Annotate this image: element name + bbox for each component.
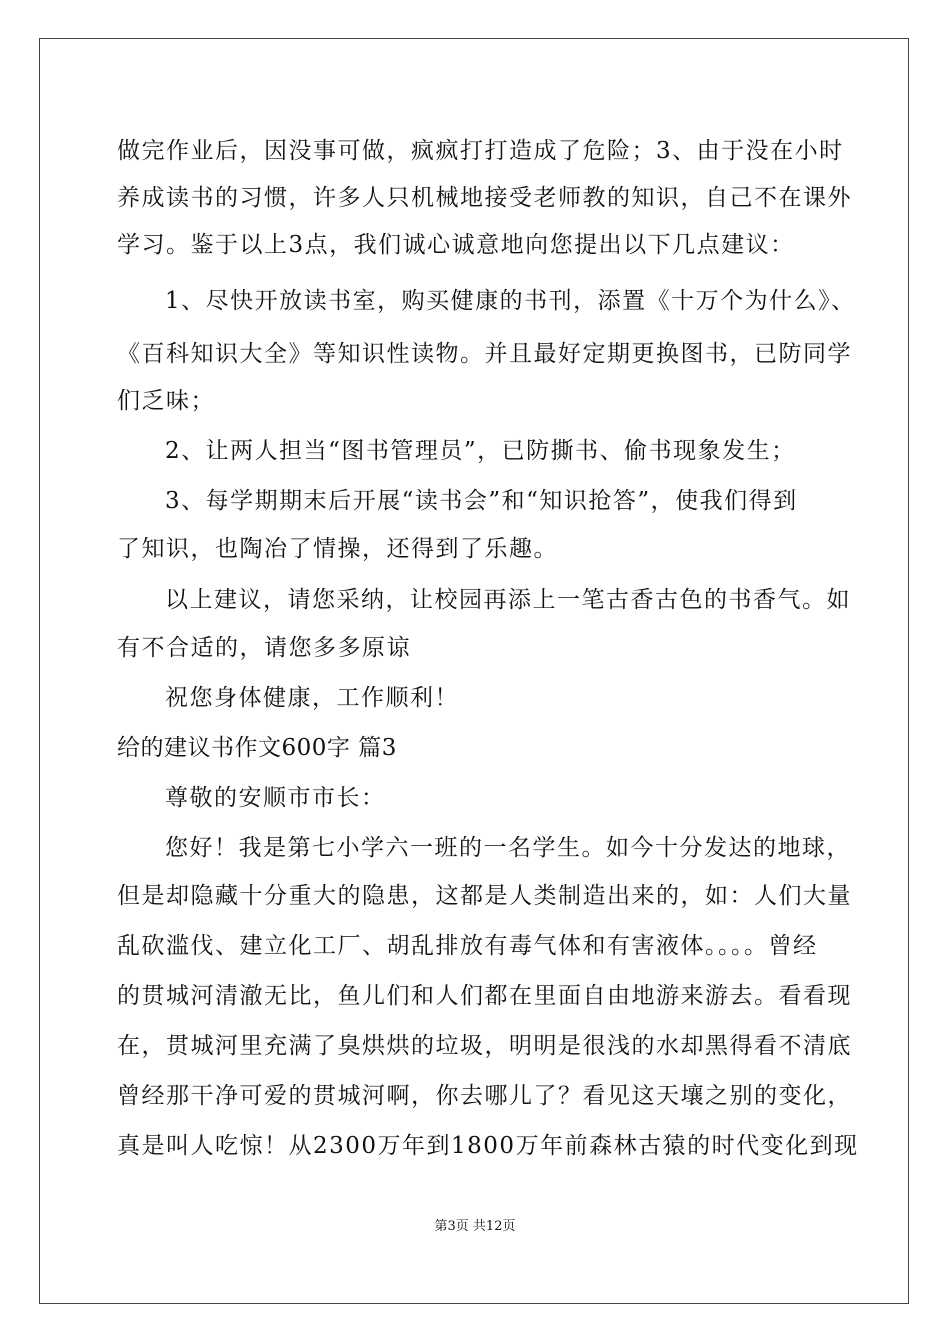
salutation: 尊敬的安顺市市长： <box>165 785 386 811</box>
text-line: 祝您身体健康，工作顺利！ <box>165 685 459 711</box>
text-line: 1、尽快开放读书室，购买健康的书刊，添置《十万个为什么》、 <box>165 288 856 314</box>
text-line: 的贯城河清澈无比，鱼儿们和人们都在里面自由地游来游去。看看现 <box>117 983 852 1009</box>
text-line: 2、让两人担当“图书管理员”，已防撕书、偷书现象发生； <box>165 438 796 464</box>
text-line: 曾经那干净可爱的贯城河啊，你去哪儿了？看见这天壤之别的变化， <box>117 1083 852 1109</box>
text-line: 乱砍滥伐、建立化工厂、胡乱排放有毒气体和有害液体。。。。曾经 <box>117 933 818 959</box>
text-line: 有不合适的，请您多多原谅 <box>117 635 411 661</box>
text-line: 以上建议，请您采纳，让校园再添上一笔古香古色的书香气。如 <box>165 587 851 613</box>
text-line: 养成读书的习惯，许多人只机械地接受老师教的知识，自己不在课外 <box>117 185 852 211</box>
text-line: 了知识，也陶冶了情操，还得到了乐趣。 <box>117 536 558 562</box>
section-heading: 给的建议书作文600字 篇3 <box>117 735 397 761</box>
text-line: 在，贯城河里充满了臭烘烘的垃圾，明明是很浅的水却黑得看不清底 <box>117 1033 852 1059</box>
page-border <box>39 38 909 1304</box>
text-line: 做完作业后，因没事可做，疯疯打打造成了危险；3、由于没在小时 <box>117 138 844 164</box>
text-line: 真是叫人吃惊！从2300万年到1800万年前森林古猿的时代变化到现 <box>117 1133 859 1159</box>
text-line: 们乏味； <box>117 388 215 414</box>
text-line: 但是却隐藏十分重大的隐患，这都是人类制造出来的，如：人们大量 <box>117 883 852 909</box>
text-line: 您好！我是第七小学六一班的一名学生。如今十分发达的地球， <box>165 835 851 861</box>
page-footer: 第3页 共12页 <box>434 1219 516 1234</box>
text-line: 3、每学期期末后开展“读书会”和“知识抢答”，使我们得到 <box>165 488 798 514</box>
text-line: 学习。鉴于以上3点，我们诚心诚意地向您提出以下几点建议： <box>117 232 795 258</box>
text-line: 《百科知识大全》等知识性读物。并且最好定期更换图书，已防同学 <box>117 341 852 367</box>
